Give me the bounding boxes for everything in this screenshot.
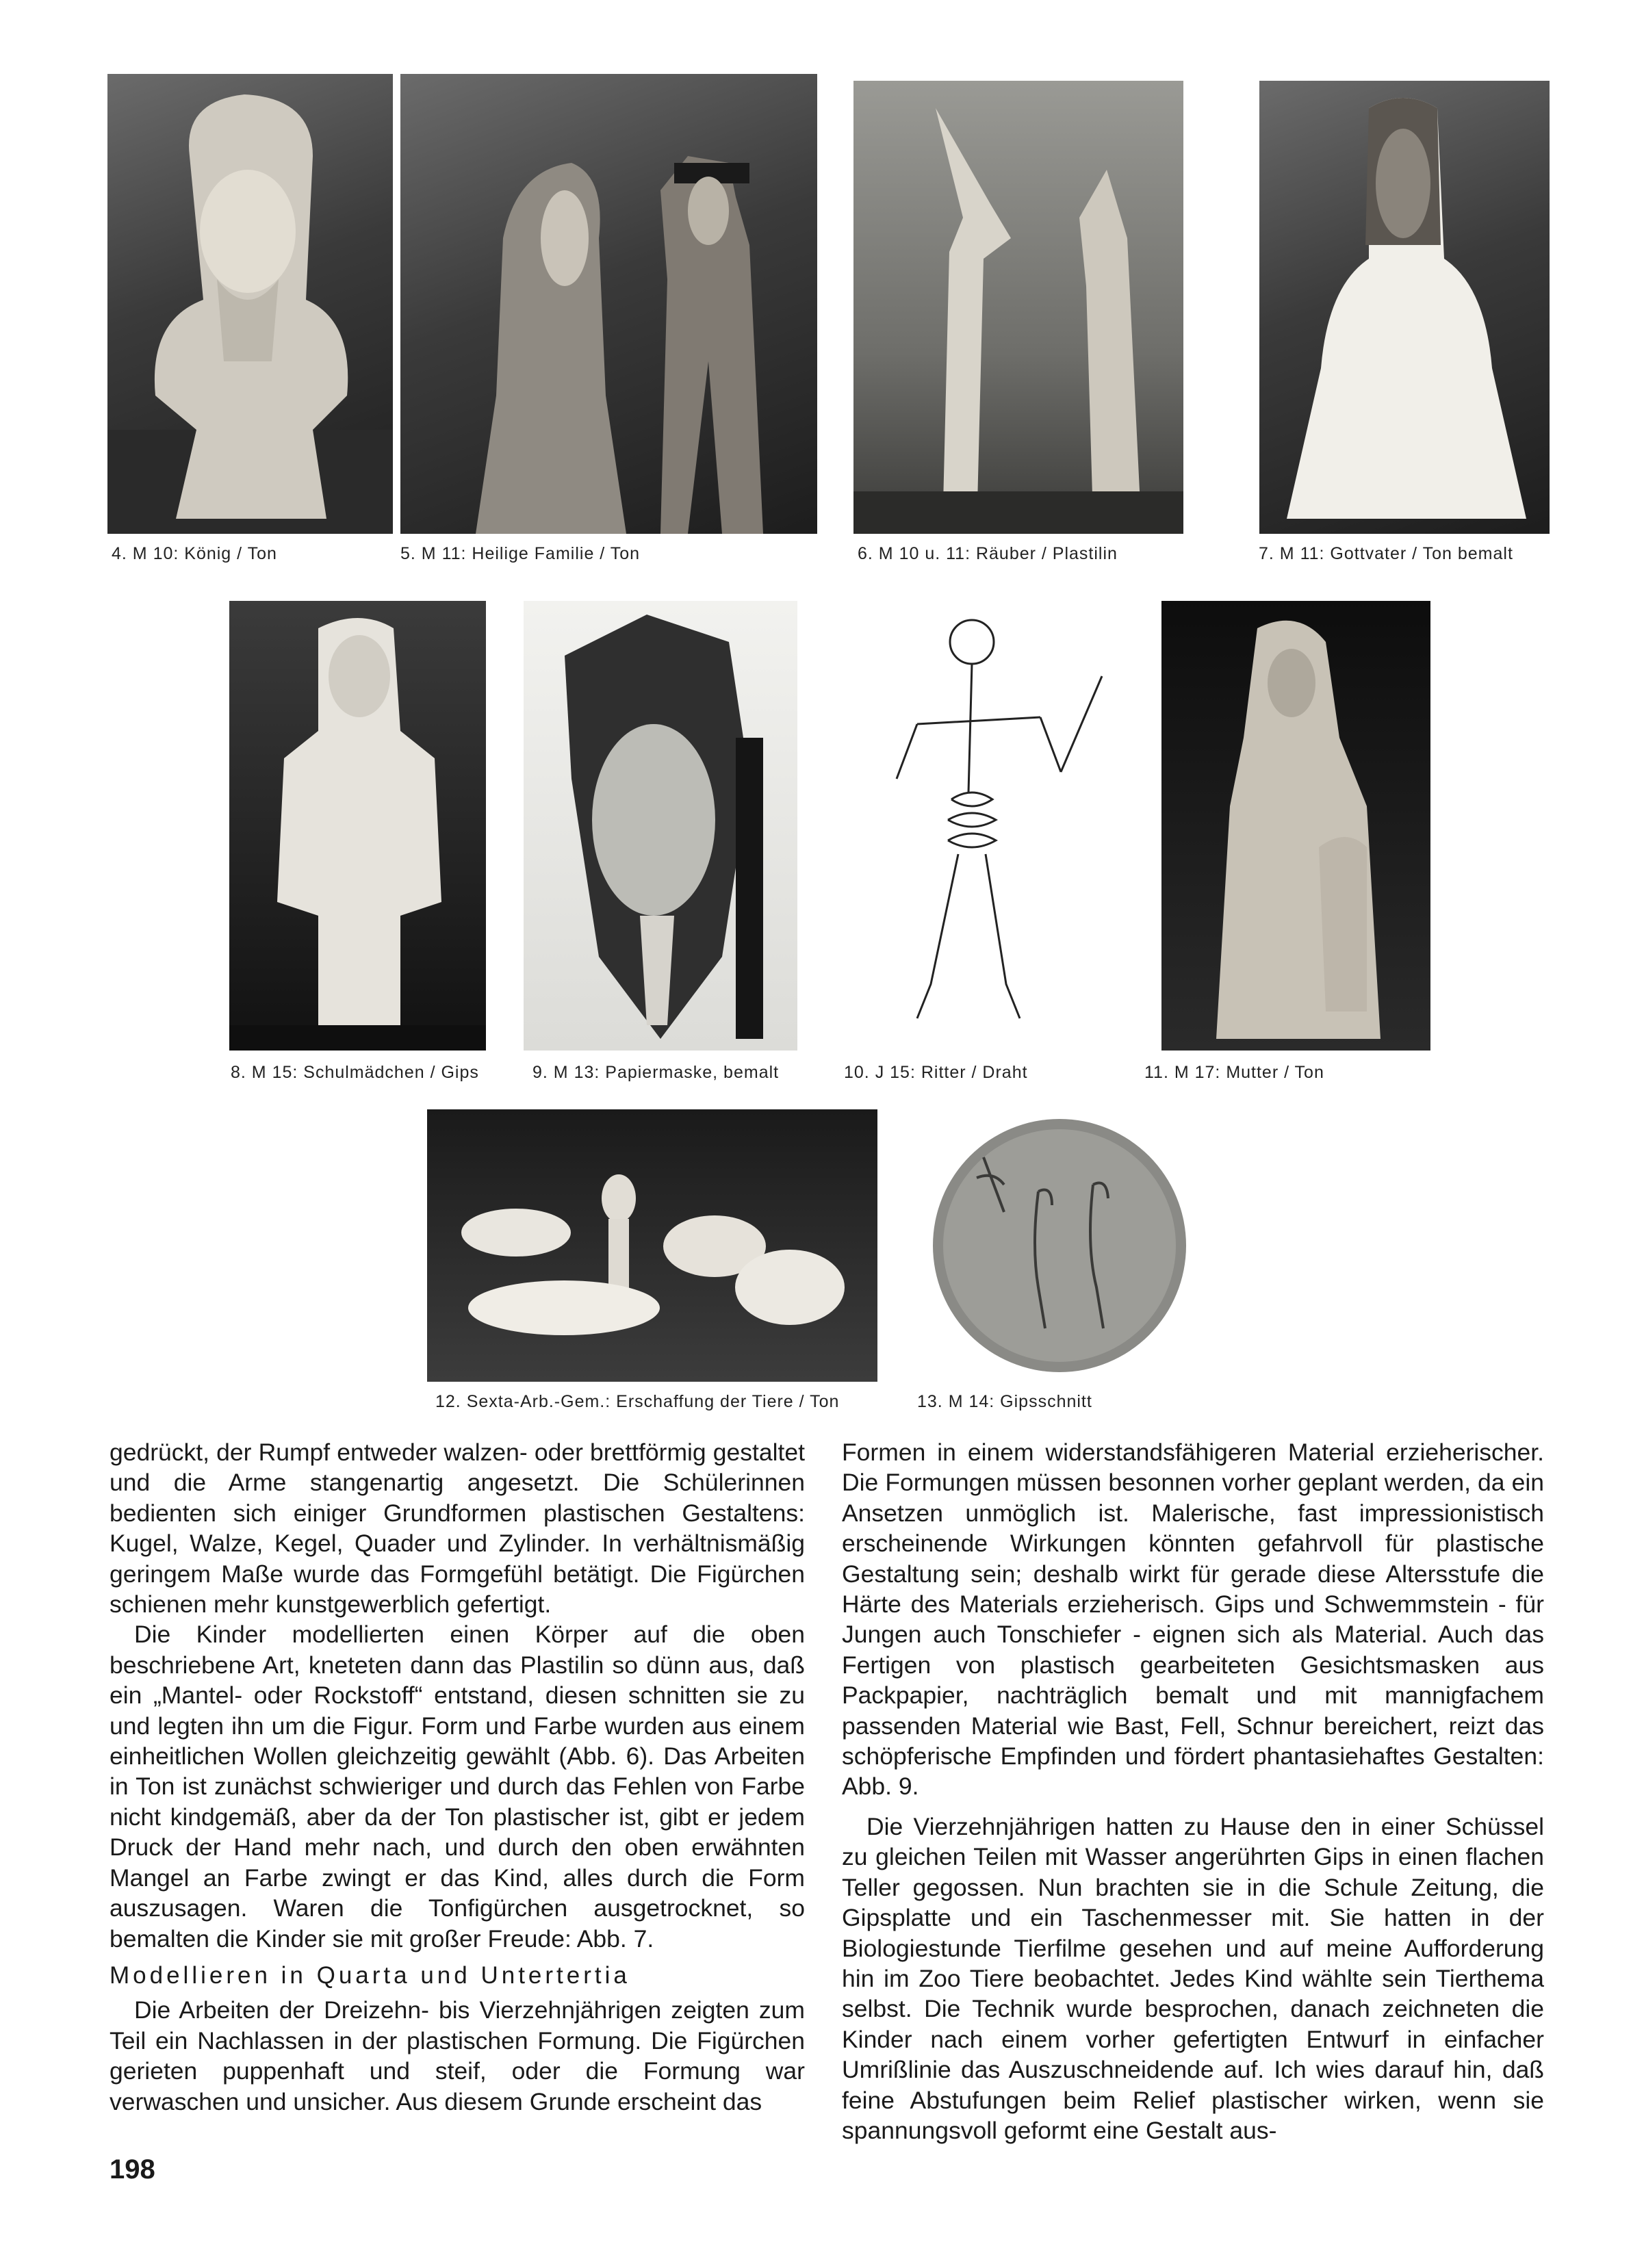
right-column <box>842 1437 1544 2145</box>
photo-erschaffung-animals <box>427 1109 877 1382</box>
caption-fig-12: 12. Sexta-Arb.-Gem.: Erschaffung der Tiere / Ton <box>435 1392 840 1411</box>
photo-heilige-familie <box>400 74 817 534</box>
photo-ritter-wire <box>835 601 1119 1051</box>
photo-raeuber-figures <box>853 81 1183 534</box>
caption-fig-7: 7. M 11: Gottvater / Ton bemalt <box>1259 544 1513 563</box>
left-paragraph-1: gedrückt, der Rumpf entweder walzen- oder brettförmig gestaltet und die Arme stangenartig angesetzt. Die Schülerinnen bedienten sich einiger Grundformen plastischen Gestaltens: Kugel, Walze, Kegel, Quader und Zylinder. In verhältnismäßig geringem Maße wurde das Formgefühl betätigt. Die Figürchen schienen mehr kunstgewerblich gefertigt. <box>110 1439 805 1619</box>
caption-fig-5: 5. M 11: Heilige Familie / Ton <box>400 544 641 563</box>
photo-ritter <box>835 601 1119 1051</box>
photo-mutter-figure <box>1161 601 1430 1051</box>
caption-fig-10: 10. J 15: Ritter / Draht <box>844 1063 1028 1082</box>
caption-fig-9: 9. M 13: Papiermaske, bemalt <box>532 1063 780 1082</box>
caption-fig-4: 4. M 10: König / Ton <box>112 544 277 563</box>
photo-erschaffung-der-tiere <box>427 1109 877 1382</box>
photo-mutter <box>1161 601 1430 1051</box>
photo-gipsschnitt-relief <box>915 1109 1205 1382</box>
section-heading: Modellieren in Quarta und Untertertia <box>110 1961 630 1989</box>
right-paragraph-2: Die Vierzehnjährigen hatten zu Hause den in einer Schüssel zu gleichen Teilen mit Wasser angerührten Gips in einen flachen Teller gegossen. Nun brachten sie in die Schule Zeitung, die Gipsplatte und ein Taschenmesser mit. Sie hatten in der Biologiestunde Tierfilme gesehen und auf meine Aufforderung hin im Zoo Tiere beobachtet. Jedes Kind wählte sein Tierthema selbst. Die Technik wurde besprochen, danach zeichneten die Kinder nach einem vorher gefertigten Entwurf in einfacher Umrißlinie das Auszuschneidende auf. Ich wies darauf hin, daß feine Abstufungen beim Relief plastischer wirken, wenn sie spannungsvoll geformt eine Gestalt aus- <box>842 1812 1544 2144</box>
caption-fig-11: 11. M 17: Mutter / Ton <box>1144 1063 1324 1082</box>
photo-heilige-familie-figures <box>400 74 817 534</box>
caption-fig-8: 8. M 15: Schulmädchen / Gips <box>231 1063 479 1082</box>
photo-raeuber <box>853 81 1183 534</box>
left-paragraph-3: Die Arbeiten der Dreizehn- bis Vierzehnjährigen zeigten zum Teil ein Nachlassen in der plastischen Formung. Die Figürchen gerieten puppenhaft und steif, oder die Formung war verwaschen und unsicher. Aus diesem Grunde erscheint das <box>110 1996 805 2115</box>
photo-gottvater-figure <box>1259 81 1550 534</box>
photo-koenig <box>107 74 393 534</box>
photo-gottvater <box>1259 81 1550 534</box>
page-number: 198 <box>110 2154 155 2185</box>
photo-gipsschnitt <box>915 1109 1205 1382</box>
photo-papiermaske-mask <box>524 601 797 1051</box>
left-paragraph-2: Die Kinder modellierten einen Körper auf die oben beschriebene Art, kneteten dann das Plastilin so dünn aus, daß ein „Mantel- oder Rockstoff“ entstand, diesen schnitten sie zu und legten ihn um die Figur. Form und Farbe wurden aus einem einheitlichen Wollen gleichzeitig gewählt (Abb. 6). Das Arbeiten in Ton ist zunächst schwieriger und durch das Fehlen von Farbe nicht kindgemäß, aber da der Ton plastischer ist, gibt er jedem Druck der Hand mehr nach, und durch den oben erwähnten Mangel an Farbe zwingt er das Kind, alles durch die Form auszusagen. Waren die Tonfigürchen ausgetrocknet, so bemalten die Kinder sie mit großer Freude: Abb. 7. <box>110 1621 805 1953</box>
caption-fig-13: 13. M 14: Gipsschnitt <box>917 1392 1092 1411</box>
photo-koenig-figure <box>107 74 393 534</box>
photo-schulmaedchen <box>229 601 486 1051</box>
photo-schulmaedchen-figure <box>229 601 486 1051</box>
left-column <box>110 1437 805 2117</box>
right-paragraph-1: Formen in einem widerstandsfähigeren Material erzieherischer. Die Formungen müssen besonnen vorher geplant werden, da ein Ansetzen unmöglich ist. Malerische, fast impressionistisch erscheinende Wirkungen könnten gefahrvoll für plastische Gestaltung sein; deshalb wirkt für gerade diese Altersstufe die Härte des Materials erzieherisch. Gips und Schwemmstein - für Jungen auch Tonschiefer - eignen sich als Material. Auch das Fertigen von plastisch gearbeiteten Gesichtsmasken aus Packpapier, nachträglich bemalt und mit mannigfachem passenden Material wie Bast, Fell, Schnur bereichert, reizt das schöpferische Empfinden und fördert phantasiehaftes Gestalten: Abb. 9. <box>842 1439 1544 1801</box>
photo-papiermaske <box>524 601 797 1051</box>
caption-fig-6: 6. M 10 u. 11: Räuber / Plastilin <box>858 544 1118 563</box>
